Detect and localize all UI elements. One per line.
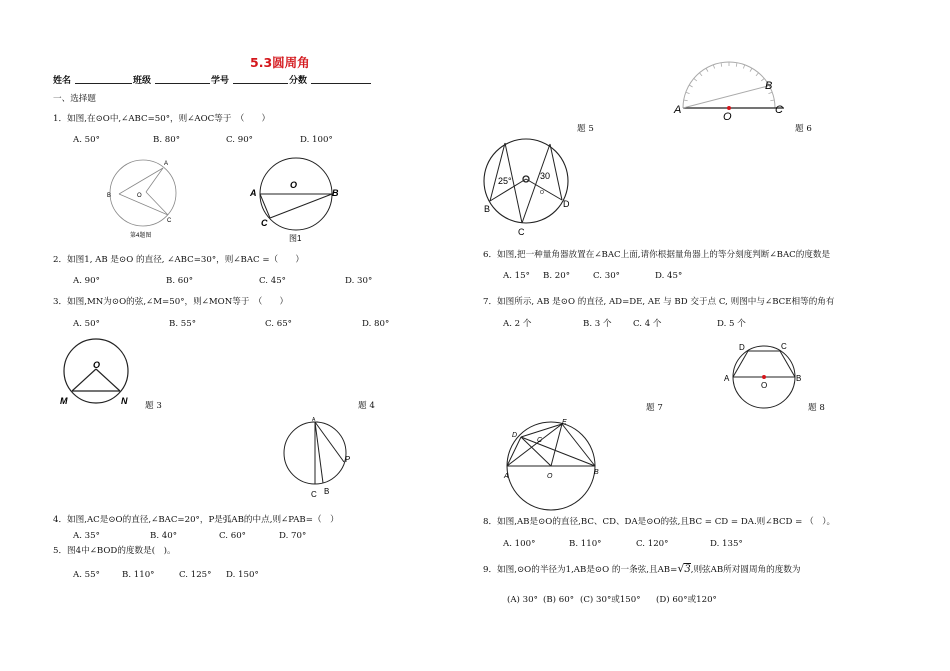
fig8-label-b: B	[796, 374, 802, 383]
q4-option-a[interactable]: A. 35°	[73, 531, 100, 541]
fig1-label-o: O	[290, 180, 298, 190]
fig6-label-c: C	[775, 104, 783, 116]
fig7-label-c: C	[537, 437, 543, 444]
fig4-caption: 题 4	[358, 401, 375, 411]
name-label: 姓名	[53, 76, 72, 86]
name-blank[interactable]	[75, 83, 132, 84]
score-label: 分数	[289, 76, 308, 86]
q5-option-d[interactable]: D. 150°	[226, 570, 259, 580]
protractor-tick	[713, 65, 714, 69]
fig8-label-o: O	[761, 381, 768, 390]
class-label: 班级	[133, 76, 152, 86]
fig5-angle-30: 30	[540, 171, 551, 181]
q9-sqrt-value: 3	[684, 564, 691, 575]
q8-option-c[interactable]: C. 120°	[636, 539, 669, 549]
q3-option-b[interactable]: B. 55°	[169, 319, 197, 329]
protractor-tick	[736, 63, 737, 67]
fig8-caption: 题 8	[808, 403, 825, 413]
fig7-label-e: E	[562, 419, 567, 426]
fig4-label-a: A	[312, 417, 316, 423]
protractor-tick	[768, 92, 772, 93]
q9-option-a[interactable]: (A) 30°	[507, 595, 538, 605]
q1-option-d[interactable]: D. 100°	[300, 135, 333, 145]
q4-option-b[interactable]: B. 40°	[150, 531, 178, 541]
q5-option-c[interactable]: C. 125°	[179, 570, 212, 580]
fig5-label-b: B	[484, 204, 491, 214]
protractor-tick	[686, 92, 690, 93]
fig4-label-b: B	[324, 487, 330, 496]
sqrt-sign: √	[677, 562, 685, 575]
fig1-caption: 图1	[289, 234, 302, 243]
protractor-tick	[689, 85, 692, 87]
q7-option-d[interactable]: D. 5 个	[717, 319, 746, 329]
fig6-label-o: O	[723, 111, 732, 123]
number-blank[interactable]	[233, 83, 288, 84]
q8-option-a[interactable]: A. 100°	[503, 539, 536, 549]
question-6: 6．如图,把一种量角器放置在∠BAC上面,请你根据量角器上的等分刻度判断∠BAC的度数是	[483, 250, 831, 260]
fig5-caption: 题 5	[577, 124, 594, 134]
protractor-tick	[699, 73, 702, 76]
q7-option-b[interactable]: B. 3 个	[583, 319, 612, 329]
q8-option-d[interactable]: D. 135°	[710, 539, 743, 549]
protractor-tick	[756, 73, 759, 76]
q3-option-a[interactable]: A. 50°	[73, 319, 100, 329]
figure-5	[476, 133, 581, 238]
protractor-tick	[750, 68, 752, 71]
fig7-label-a: A	[504, 473, 509, 480]
protractor-tick	[694, 78, 697, 81]
q3-option-d[interactable]: D. 80°	[362, 319, 390, 329]
protractor-tick	[761, 78, 764, 81]
q4-option-c[interactable]: C. 60°	[219, 531, 246, 541]
section-heading: 一、选择题	[53, 94, 96, 104]
q9-option-b[interactable]: (B) 60°	[543, 595, 574, 605]
figure-q1	[105, 155, 180, 240]
page-title: 5.3圆周角	[250, 55, 310, 70]
q4-option-d[interactable]: D. 70°	[279, 531, 307, 541]
question-1: 1．如图,在⊙O中,∠ABC=50°，则∠AOC等于 （ ）	[53, 114, 271, 124]
protractor-tick	[684, 100, 688, 101]
fig-q1-label-o: O	[137, 193, 142, 199]
protractor-tick	[770, 100, 774, 101]
fig8-label-d: D	[739, 343, 745, 352]
fig7-label-b: B	[594, 469, 599, 476]
q9-text-before: 9．如图,⊙O的半径为1,AB是⊙O 的一条弦,且AB=	[483, 565, 678, 575]
q2-option-d[interactable]: D. 30°	[345, 276, 373, 286]
fig3-label-o: O	[93, 360, 101, 370]
fig-q1-caption: 第4题图	[130, 233, 152, 239]
fig6-label-b: B	[765, 80, 773, 92]
fig8-label-c: C	[781, 342, 787, 351]
q2-option-b[interactable]: B. 60°	[166, 276, 194, 286]
fig-q1-label-c: C	[167, 218, 172, 224]
fig5-angle-25: 25°	[498, 176, 512, 186]
fig-q1-label-b: B	[107, 193, 112, 199]
fig3-label-m: M	[60, 396, 68, 406]
fig5-label-o: O	[540, 190, 544, 196]
fig5-label-d: D	[563, 199, 570, 209]
figure-4	[282, 415, 357, 500]
figure-3	[58, 338, 143, 413]
q1-option-b[interactable]: B. 80°	[153, 135, 181, 145]
fig1-label-a: A	[250, 188, 257, 198]
question-2: 2．如图1, AB 是⊙O 的直径, ∠ABC=30°，则∠BAC =（ ）	[53, 255, 304, 265]
fig8-label-a: A	[724, 374, 730, 383]
fig6-caption: 题 6	[795, 124, 812, 134]
protractor-tick	[706, 68, 708, 71]
question-7: 7．如图所示, AB 是⊙O 的直径, AD=DE, AE 与 BD 交于点 C, 则图中与∠BCE相等的角有	[483, 297, 835, 307]
fig4-label-p: P	[345, 455, 351, 464]
q5-option-a[interactable]: A. 55°	[73, 570, 100, 580]
q9-option-d[interactable]: (D) 60°或120°	[656, 595, 717, 605]
q1-option-c[interactable]: C. 90°	[226, 135, 253, 145]
fig7-caption: 题 7	[646, 403, 663, 413]
q3-option-c[interactable]: C. 65°	[265, 319, 292, 329]
protractor-tick	[743, 65, 744, 69]
fig3-caption: 题 3	[145, 401, 162, 411]
question-5: 5．图4中∠BOD的度数是( )。	[53, 546, 176, 556]
q7-option-c[interactable]: C. 4 个	[633, 319, 662, 329]
fig5-label-c: C	[518, 227, 525, 237]
figure-8	[724, 342, 809, 412]
fig7-label-o: O	[547, 473, 553, 480]
figure-7	[500, 418, 610, 508]
q2-option-a[interactable]: A. 90°	[73, 276, 100, 286]
q5-option-b[interactable]: B. 110°	[122, 570, 155, 580]
protractor-ticks	[683, 62, 775, 108]
fig1-label-b: B	[332, 188, 339, 198]
q1-option-a[interactable]: A. 50°	[73, 135, 100, 145]
q2-option-c[interactable]: C. 45°	[259, 276, 286, 286]
question-8: 8．如图,AB是⊙O的直径,BC、CD、DA是⊙O的弦,且BC = CD = DA.则∠BCD = （ ）。	[483, 517, 836, 527]
number-label: 学号	[211, 76, 230, 86]
q6-option-c[interactable]: C. 30°	[593, 271, 620, 281]
q7-option-a[interactable]: A. 2 个	[503, 319, 532, 329]
question-9	[483, 563, 801, 575]
q6-option-a[interactable]: A. 15°	[503, 271, 530, 281]
class-blank[interactable]	[155, 83, 210, 84]
fig7-label-d: D	[512, 432, 518, 439]
score-blank[interactable]	[311, 83, 371, 84]
q6-option-d[interactable]: D. 45°	[655, 271, 683, 281]
q9-option-c[interactable]: (C) 30°或150°	[580, 595, 641, 605]
fig1-label-c: C	[261, 218, 268, 228]
question-4: 4．如图,AC是⊙O的直径,∠BAC=20°，P是弧AB的中点,则∠PAB=（ ）	[53, 515, 339, 525]
fig4-label-c: C	[311, 490, 317, 499]
q9-text-after: ,则弦AB所对圆周角的度数为	[690, 565, 801, 575]
fig-q1-label-a: A	[164, 161, 169, 167]
fig6-label-a: A	[674, 104, 682, 116]
question-3: 3．如图,MN为⊙O的弦,∠M=50°，则∠MON等于 （ ）	[53, 297, 289, 307]
fig3-label-n: N	[121, 396, 128, 406]
protractor-tick	[721, 63, 722, 67]
q8-option-b[interactable]: B. 110°	[569, 539, 602, 549]
figure-6	[672, 62, 792, 124]
q6-option-b[interactable]: B. 20°	[543, 271, 571, 281]
figure-1	[248, 158, 343, 248]
